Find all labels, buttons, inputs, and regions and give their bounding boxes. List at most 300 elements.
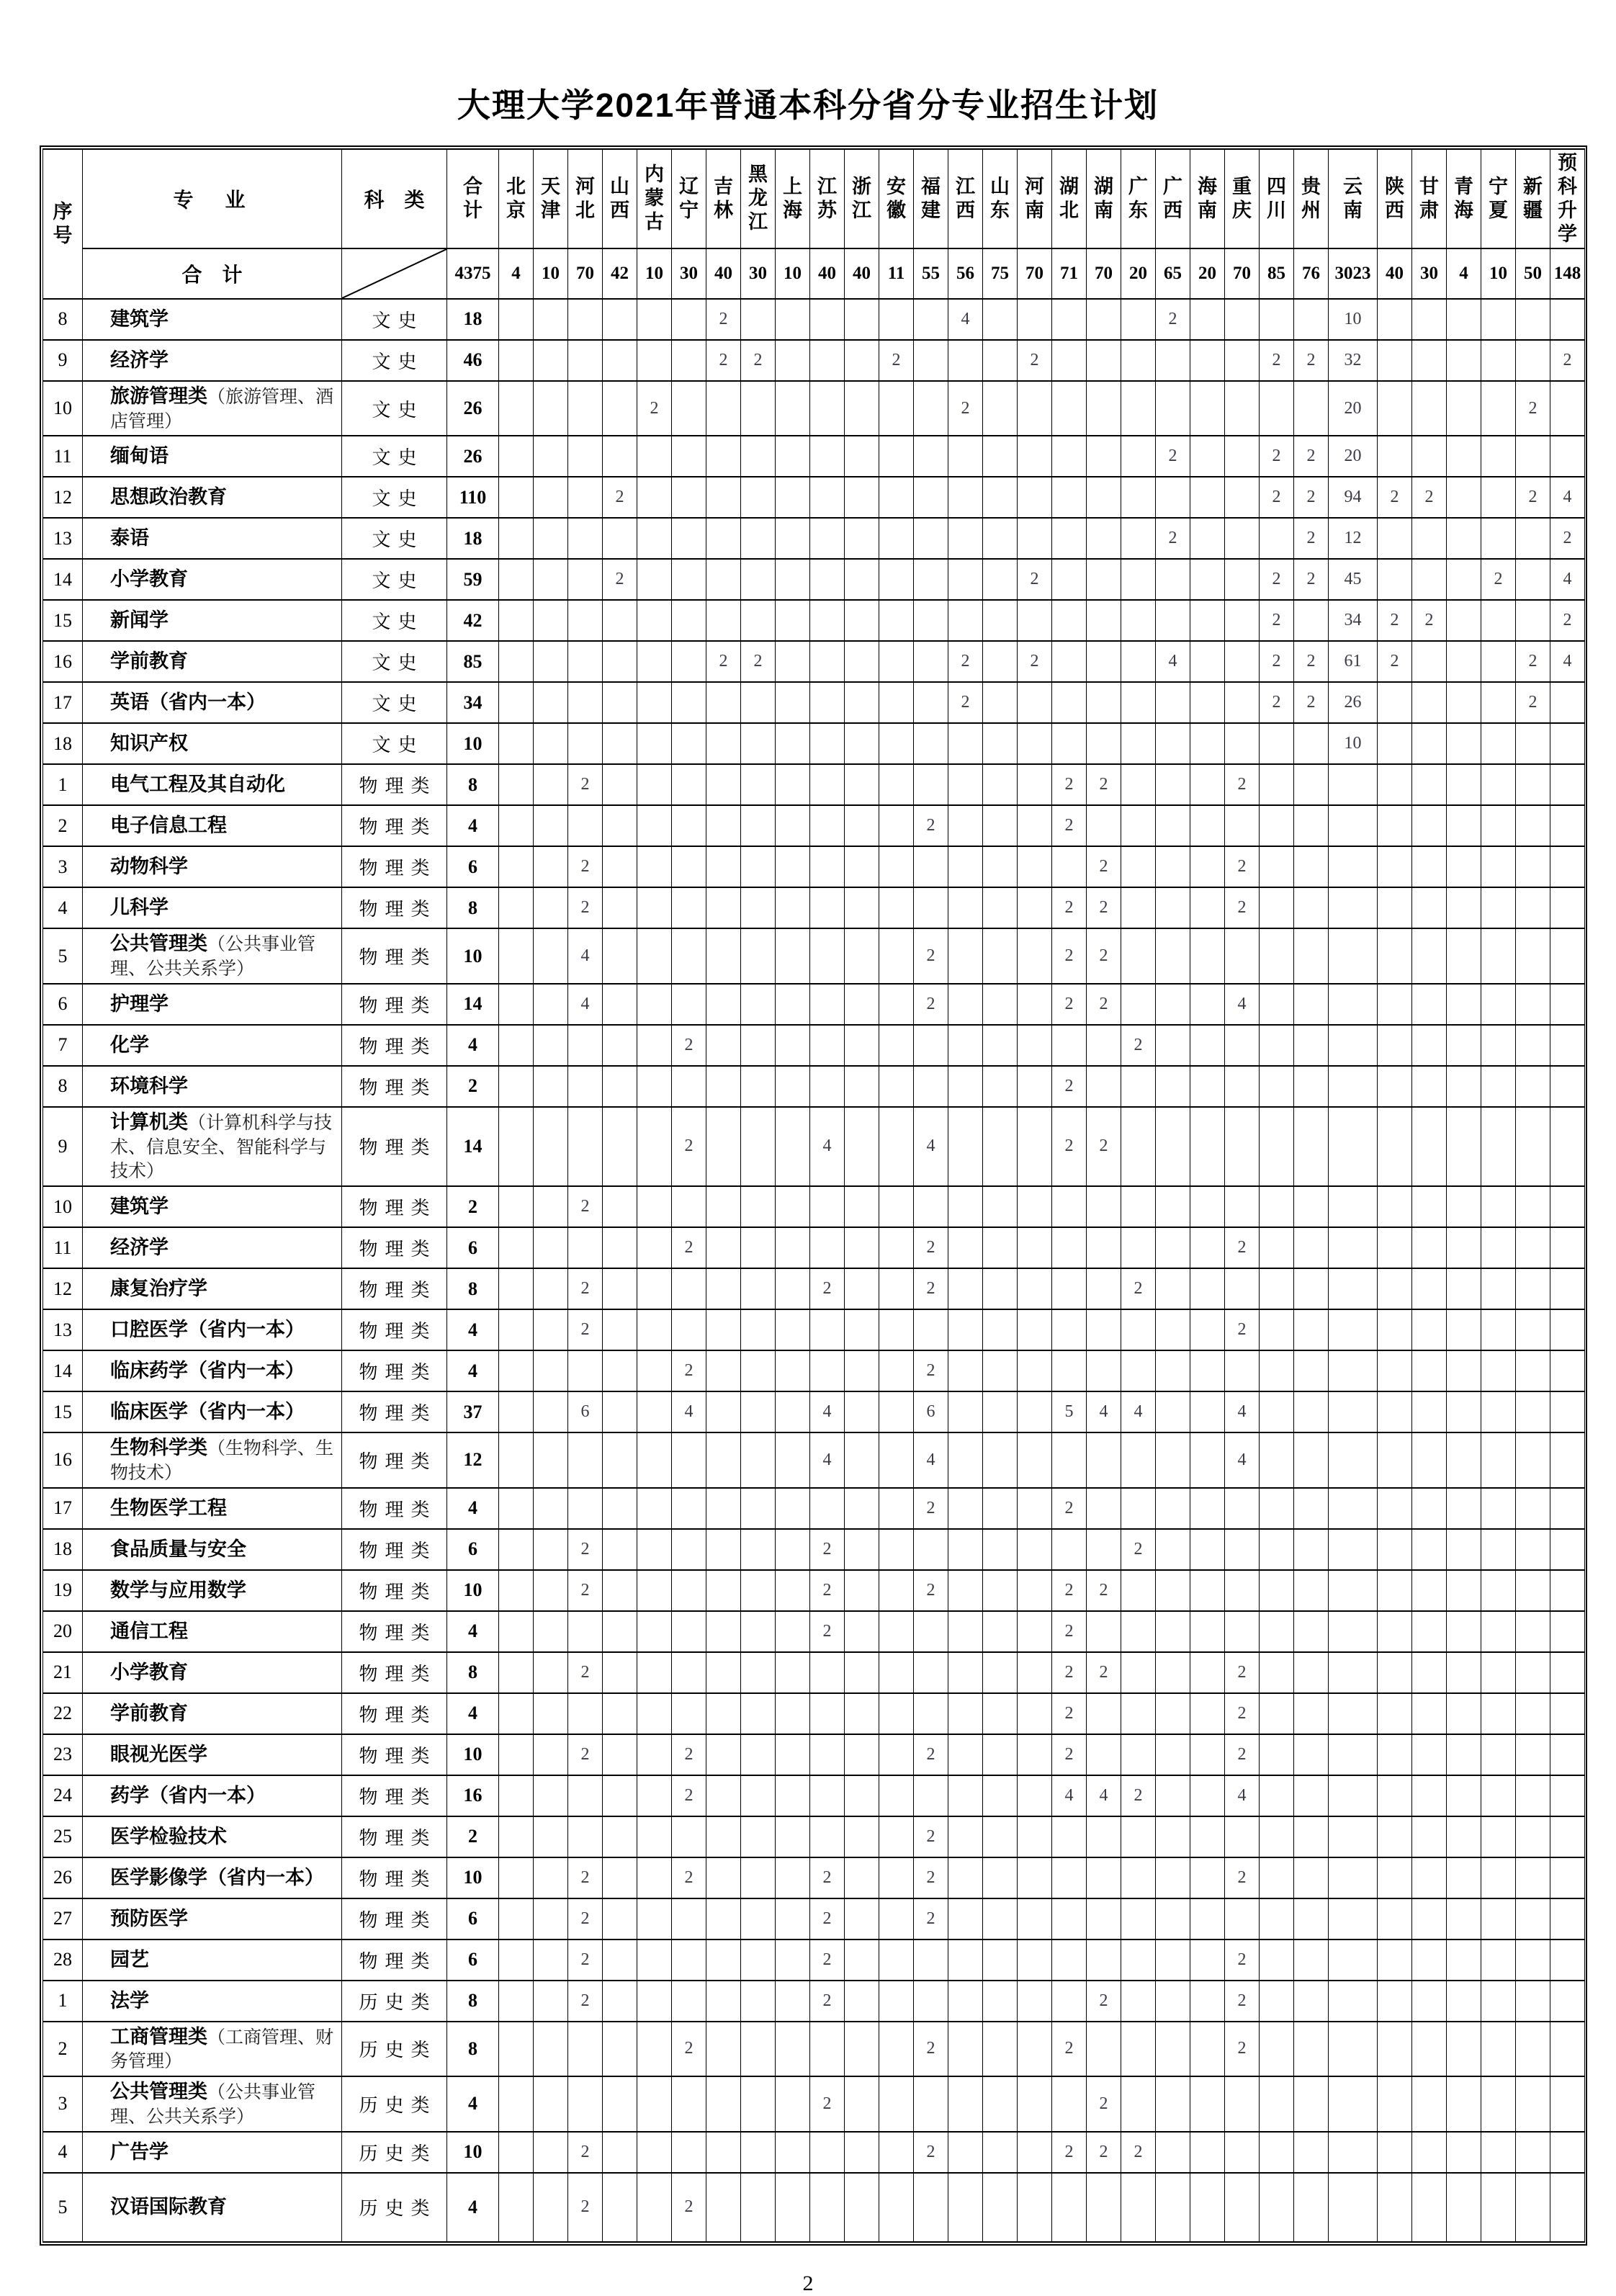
value-cell — [1087, 1432, 1121, 1488]
value-cell — [1225, 1268, 1260, 1309]
value-cell — [1412, 1775, 1447, 1816]
value-cell — [1447, 805, 1481, 846]
major-cell — [83, 1350, 342, 1391]
value-cell — [1550, 1025, 1585, 1066]
major-cell — [83, 1488, 342, 1529]
value-cell — [776, 1350, 810, 1391]
value-cell — [776, 518, 810, 559]
value-cell — [1018, 1350, 1052, 1391]
value-cell — [983, 1652, 1018, 1693]
value-cell — [1447, 1066, 1481, 1107]
value-cell — [1225, 1570, 1260, 1611]
table-row — [43, 682, 1585, 723]
value-cell — [983, 805, 1018, 846]
value-cell — [603, 1857, 637, 1898]
row-total-cell: 8 — [447, 1981, 499, 2022]
value-cell — [1447, 600, 1481, 641]
value-cell — [1190, 600, 1225, 641]
row-number: 6 — [43, 984, 83, 1025]
value-cell — [879, 1268, 914, 1309]
major-name: 旅游管理类 — [110, 385, 207, 407]
value-cell: 2 — [741, 641, 776, 682]
summary-value-cell: 76 — [1294, 248, 1329, 299]
major-name: 汉语国际教育 — [110, 2196, 227, 2218]
value-cell: 4 — [810, 1107, 845, 1186]
value-cell — [1550, 299, 1585, 340]
value-cell — [948, 436, 983, 477]
value-cell — [1121, 846, 1156, 887]
value-cell — [1156, 1107, 1190, 1186]
admission-plan-table-wrapper — [40, 145, 1587, 2246]
value-cell — [672, 1611, 706, 1652]
major-cell — [83, 600, 342, 641]
value-cell — [1018, 1488, 1052, 1529]
value-cell — [1052, 381, 1087, 436]
value-cell — [1225, 299, 1260, 340]
col-header-province — [534, 149, 568, 248]
value-cell — [672, 299, 706, 340]
value-cell — [568, 682, 603, 723]
value-cell: 2 — [1294, 436, 1329, 477]
major-cell — [83, 805, 342, 846]
value-cell — [1516, 1529, 1550, 1570]
row-number: 11 — [43, 436, 83, 477]
value-cell — [1378, 1529, 1412, 1570]
value-cell: 2 — [741, 340, 776, 381]
value-cell — [1294, 723, 1329, 764]
summary-value-cell: 148 — [1550, 248, 1585, 299]
row-total-cell: 6 — [447, 1227, 499, 1268]
major-name: 经济学 — [110, 349, 169, 371]
value-cell — [776, 436, 810, 477]
value-cell — [706, 1309, 741, 1350]
major-cell — [83, 1693, 342, 1734]
value-cell — [499, 2173, 534, 2242]
value-cell — [1260, 1570, 1294, 1611]
value-cell — [1052, 723, 1087, 764]
summary-value-cell: 55 — [914, 248, 948, 299]
value-cell — [706, 436, 741, 477]
value-cell — [1052, 2173, 1087, 2242]
value-cell — [983, 2173, 1018, 2242]
major-note: （公共事业管理、公共关系学） — [110, 2083, 316, 2127]
value-cell — [741, 559, 776, 600]
value-cell: 2 — [914, 1488, 948, 1529]
value-cell — [776, 1570, 810, 1611]
value-cell — [948, 1268, 983, 1309]
value-cell: 2 — [568, 1940, 603, 1981]
category-cell: 文史 — [342, 600, 447, 641]
value-cell — [776, 887, 810, 928]
value-cell — [983, 1227, 1018, 1268]
value-cell — [845, 2022, 879, 2077]
value-cell — [706, 1186, 741, 1227]
value-cell — [1121, 1309, 1156, 1350]
value-cell — [1156, 1025, 1190, 1066]
value-cell — [499, 1107, 534, 1186]
value-cell — [879, 1391, 914, 1432]
major-name: 护理学 — [110, 992, 169, 1015]
row-total-cell: 34 — [447, 682, 499, 723]
value-cell — [1121, 559, 1156, 600]
value-cell — [603, 1350, 637, 1391]
value-cell — [1087, 1693, 1121, 1734]
value-cell — [983, 928, 1018, 984]
value-cell — [879, 1816, 914, 1857]
value-cell — [1260, 381, 1294, 436]
value-cell — [845, 1432, 879, 1488]
value-cell — [845, 764, 879, 805]
value-cell — [845, 1570, 879, 1611]
value-cell: 2 — [1087, 1981, 1121, 2022]
value-cell — [534, 436, 568, 477]
value-cell: 2 — [810, 1940, 845, 1981]
value-cell — [741, 723, 776, 764]
row-number: 3 — [43, 846, 83, 887]
value-cell — [741, 1350, 776, 1391]
value-cell — [1225, 477, 1260, 518]
value-cell — [1190, 1529, 1225, 1570]
value-cell — [568, 1227, 603, 1268]
value-cell — [983, 1025, 1018, 1066]
value-cell — [914, 1309, 948, 1350]
col-header-province — [983, 149, 1018, 248]
summary-value-cell: 75 — [983, 248, 1018, 299]
value-cell: 2 — [810, 1570, 845, 1611]
table-row — [43, 2173, 1585, 2242]
value-cell — [810, 887, 845, 928]
value-cell — [1018, 381, 1052, 436]
value-cell — [706, 600, 741, 641]
value-cell — [603, 1898, 637, 1940]
row-number: 10 — [43, 1186, 83, 1227]
value-cell — [1156, 805, 1190, 846]
value-cell — [1018, 1981, 1052, 2022]
value-cell — [914, 2173, 948, 2242]
value-cell — [534, 1734, 568, 1775]
value-cell — [1481, 1940, 1516, 1981]
value-cell — [1190, 1391, 1225, 1432]
value-cell — [948, 1107, 983, 1186]
table-row — [43, 1775, 1585, 1816]
value-cell — [603, 2132, 637, 2173]
value-cell — [1378, 887, 1412, 928]
value-cell — [1329, 2076, 1378, 2132]
value-cell: 2 — [1087, 1107, 1121, 1186]
value-cell — [1516, 436, 1550, 477]
value-cell — [914, 1652, 948, 1693]
value-cell — [534, 1107, 568, 1186]
value-cell — [810, 2022, 845, 2077]
value-cell: 4 — [1550, 477, 1585, 518]
major-name: 泰语 — [110, 527, 149, 550]
value-cell — [845, 805, 879, 846]
table-row — [43, 559, 1585, 600]
summary-value-cell: 56 — [948, 248, 983, 299]
category-cell: 文史 — [342, 682, 447, 723]
value-cell — [1516, 1350, 1550, 1391]
value-cell — [499, 518, 534, 559]
col-header-text: 山西 — [609, 175, 629, 221]
value-cell — [983, 1186, 1018, 1227]
major-note: （生物科学、生物技术） — [110, 1439, 334, 1483]
value-cell — [1087, 518, 1121, 559]
value-cell — [706, 1432, 741, 1488]
value-cell — [1294, 1391, 1329, 1432]
value-cell — [637, 1391, 672, 1432]
col-header-text: 天津 — [540, 175, 560, 221]
value-cell — [1329, 1025, 1378, 1066]
value-cell: 2 — [672, 2022, 706, 2077]
table-row — [43, 846, 1585, 887]
row-number: 9 — [43, 340, 83, 381]
value-cell — [1190, 477, 1225, 518]
value-cell — [983, 846, 1018, 887]
row-number: 21 — [43, 1652, 83, 1693]
value-cell: 2 — [603, 559, 637, 600]
value-cell — [534, 1268, 568, 1309]
value-cell — [1052, 1186, 1087, 1227]
value-cell: 26 — [1329, 682, 1378, 723]
value-cell — [1550, 1066, 1585, 1107]
table-row — [43, 764, 1585, 805]
row-total-cell: 8 — [447, 2022, 499, 2077]
value-cell — [1156, 1529, 1190, 1570]
value-cell — [672, 1981, 706, 2022]
value-cell — [776, 1432, 810, 1488]
value-cell — [1190, 340, 1225, 381]
value-cell — [568, 641, 603, 682]
value-cell — [1225, 340, 1260, 381]
value-cell — [1087, 1309, 1121, 1350]
col-header-province — [1329, 149, 1378, 248]
value-cell — [1018, 805, 1052, 846]
value-cell — [603, 1391, 637, 1432]
category-cell: 物理类 — [342, 1268, 447, 1309]
admission-plan-table — [42, 148, 1585, 2243]
value-cell — [1260, 1940, 1294, 1981]
major-name: 计算机类 — [110, 1111, 188, 1133]
value-cell — [706, 1025, 741, 1066]
major-name: 法学 — [110, 1989, 149, 2012]
value-cell — [1378, 984, 1412, 1025]
value-cell — [706, 887, 741, 928]
value-cell — [983, 600, 1018, 641]
row-number: 8 — [43, 1066, 83, 1107]
value-cell — [1156, 1488, 1190, 1529]
value-cell — [706, 1981, 741, 2022]
value-cell — [1225, 1816, 1260, 1857]
value-cell — [983, 518, 1018, 559]
col-header-text: 吉林 — [713, 175, 733, 221]
row-number: 15 — [43, 600, 83, 641]
row-total-cell: 2 — [447, 1816, 499, 1857]
value-cell — [810, 340, 845, 381]
col-header-province — [1516, 149, 1550, 248]
value-cell: 2 — [1087, 984, 1121, 1025]
value-cell — [1516, 600, 1550, 641]
value-cell: 2 — [810, 1611, 845, 1652]
row-number: 24 — [43, 1775, 83, 1816]
value-cell — [879, 641, 914, 682]
value-cell — [776, 846, 810, 887]
value-cell — [1481, 436, 1516, 477]
value-cell: 5 — [1052, 1391, 1087, 1432]
value-cell — [672, 1309, 706, 1350]
value-cell — [1018, 1734, 1052, 1775]
value-cell — [1516, 1611, 1550, 1652]
value-cell — [1447, 1432, 1481, 1488]
value-cell — [1018, 887, 1052, 928]
major-note: （计算机科学与技术、信息安全、智能科学与技术） — [110, 1113, 333, 1182]
value-cell — [1156, 1898, 1190, 1940]
value-cell — [1294, 1940, 1329, 1981]
value-cell: 2 — [1052, 1652, 1087, 1693]
value-cell — [1378, 518, 1412, 559]
value-cell — [499, 1432, 534, 1488]
value-cell — [741, 1529, 776, 1570]
value-cell — [948, 1350, 983, 1391]
value-cell — [1516, 1898, 1550, 1940]
value-cell — [1516, 340, 1550, 381]
value-cell — [706, 1611, 741, 1652]
value-cell — [914, 641, 948, 682]
value-cell — [1260, 1432, 1294, 1488]
value-cell — [1121, 2076, 1156, 2132]
value-cell — [914, 518, 948, 559]
value-cell: 6 — [568, 1391, 603, 1432]
value-cell — [776, 1107, 810, 1186]
value-cell — [603, 887, 637, 928]
value-cell — [1412, 682, 1447, 723]
value-cell: 2 — [810, 1981, 845, 2022]
value-cell — [499, 1816, 534, 1857]
row-number: 7 — [43, 1025, 83, 1066]
value-cell — [1190, 1488, 1225, 1529]
value-cell — [1087, 559, 1121, 600]
value-cell — [1481, 1025, 1516, 1066]
value-cell: 2 — [1225, 1227, 1260, 1268]
value-cell — [1294, 984, 1329, 1025]
value-cell — [1516, 2022, 1550, 2077]
category-cell: 物理类 — [342, 928, 447, 984]
value-cell — [1260, 1693, 1294, 1734]
value-cell — [672, 1570, 706, 1611]
value-cell — [499, 1488, 534, 1529]
value-cell: 2 — [568, 1570, 603, 1611]
value-cell — [706, 2132, 741, 2173]
category-cell: 物理类 — [342, 1227, 447, 1268]
value-cell — [810, 2132, 845, 2173]
value-cell — [1156, 1940, 1190, 1981]
value-cell — [1260, 764, 1294, 805]
value-cell — [810, 381, 845, 436]
value-cell — [948, 1981, 983, 2022]
value-cell — [1481, 2022, 1516, 2077]
value-cell — [534, 1350, 568, 1391]
value-cell — [637, 600, 672, 641]
value-cell — [1329, 984, 1378, 1025]
value-cell — [1121, 1350, 1156, 1391]
col-header-major: 专 业 — [83, 149, 342, 248]
major-cell — [83, 846, 342, 887]
category-cell: 物理类 — [342, 1107, 447, 1186]
value-cell — [1087, 1898, 1121, 1940]
value-cell — [983, 1940, 1018, 1981]
col-header-province — [948, 149, 983, 248]
value-cell — [1052, 1025, 1087, 1066]
value-cell — [1378, 1570, 1412, 1611]
value-cell — [1516, 1391, 1550, 1432]
value-cell — [1052, 1309, 1087, 1350]
value-cell — [879, 518, 914, 559]
value-cell — [845, 1268, 879, 1309]
value-cell — [1018, 1611, 1052, 1652]
value-cell — [776, 1898, 810, 1940]
value-cell — [914, 299, 948, 340]
value-cell — [706, 1227, 741, 1268]
major-cell — [83, 436, 342, 477]
summary-value-cell: 4 — [1447, 248, 1481, 299]
table-row — [43, 984, 1585, 1025]
value-cell — [1225, 518, 1260, 559]
value-cell — [776, 600, 810, 641]
value-cell — [534, 381, 568, 436]
value-cell — [1260, 1066, 1294, 1107]
value-cell: 2 — [914, 1227, 948, 1268]
value-cell — [499, 1268, 534, 1309]
value-cell — [499, 1529, 534, 1570]
value-cell — [1121, 1734, 1156, 1775]
col-header-text: 海南 — [1197, 175, 1217, 221]
value-cell — [914, 477, 948, 518]
value-cell — [1447, 1488, 1481, 1529]
value-cell — [1378, 2173, 1412, 2242]
col-header-province — [810, 149, 845, 248]
value-cell — [845, 1775, 879, 1816]
major-name: 康复治疗学 — [110, 1278, 207, 1300]
value-cell — [534, 1652, 568, 1693]
value-cell — [672, 518, 706, 559]
value-cell — [1516, 2132, 1550, 2173]
value-cell — [1294, 1529, 1329, 1570]
value-cell — [914, 1775, 948, 1816]
summary-label: 合 计 — [83, 248, 342, 299]
value-cell — [1018, 1107, 1052, 1186]
value-cell — [1447, 1816, 1481, 1857]
value-cell — [983, 1309, 1018, 1350]
value-cell: 2 — [672, 1227, 706, 1268]
value-cell: 2 — [1516, 641, 1550, 682]
value-cell — [914, 1025, 948, 1066]
value-cell — [810, 2173, 845, 2242]
value-cell — [568, 518, 603, 559]
table-row — [43, 723, 1585, 764]
value-cell — [879, 477, 914, 518]
value-cell — [534, 1693, 568, 1734]
value-cell — [1329, 764, 1378, 805]
value-cell — [1225, 436, 1260, 477]
value-cell — [1516, 887, 1550, 928]
value-cell — [1329, 1186, 1378, 1227]
value-cell — [568, 1611, 603, 1652]
value-cell — [1260, 1227, 1294, 1268]
category-cell: 文史 — [342, 518, 447, 559]
value-cell — [637, 1488, 672, 1529]
value-cell — [1378, 2076, 1412, 2132]
value-cell: 2 — [1378, 600, 1412, 641]
value-cell — [1412, 1981, 1447, 2022]
